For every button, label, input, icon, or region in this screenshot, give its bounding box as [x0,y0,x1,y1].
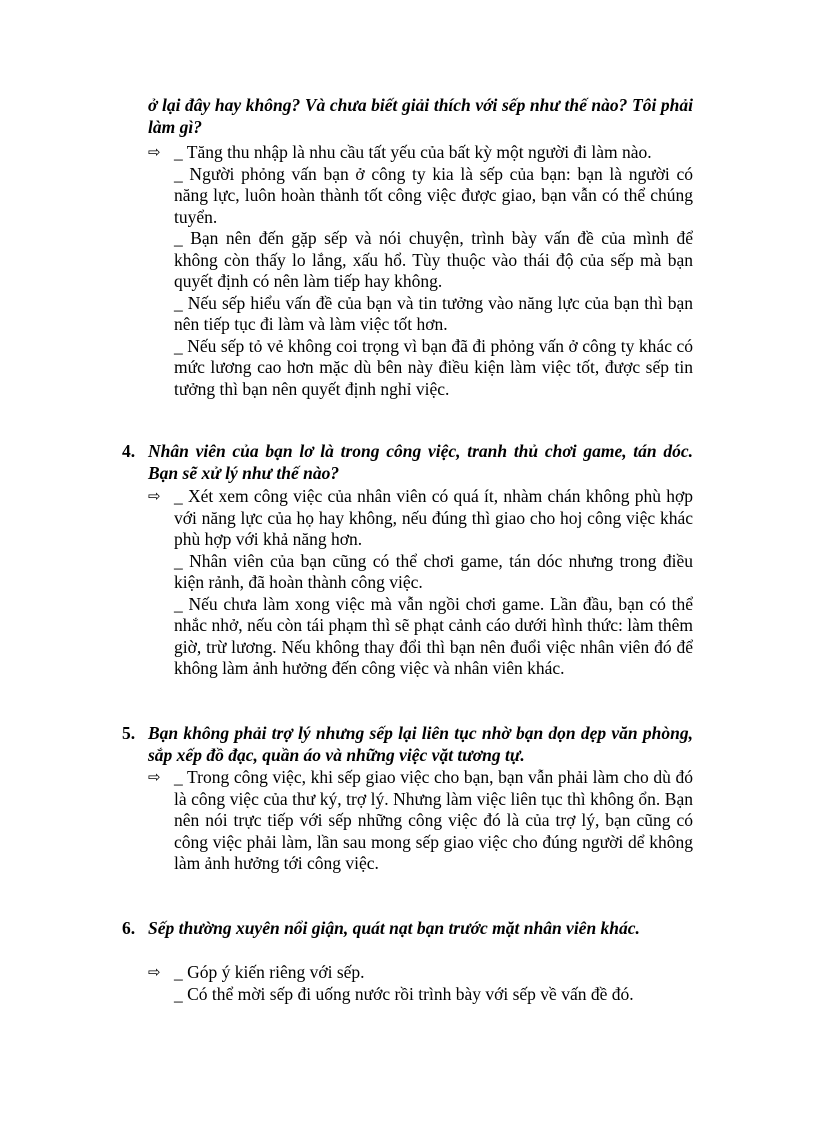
answer-3-line-5: _ Nếu sếp tỏ vẻ không coi trọng vì bạn đã đi phỏng vấn ở công ty khác có mức lương cao hơn mặc dù bên này điều kiện làm việc tốt, được sếp tin tưởng thì bạn nên quyết định nghỉ việc. [174,335,693,399]
answer-3-line-3: _ Bạn nên đến gặp sếp và nói chuyện, trình bày vấn đề của mình để không còn thấy lo lắng, xấu hổ. Tùy thuộc vào thái độ của sếp mà bạn quyết định có nên làm tiếp hay không. [174,228,693,291]
arrow-right-icon: ⇨ [148,768,161,786]
arrow-right-icon: ⇨ [148,143,161,161]
answer-4-line-2: _ Nhân viên của bạn cũng có thể chơi game, tán dóc nhưng trong điều kiện rảnh, đã hoàn thành công việc. [174,550,693,592]
answer-3-line-4: _ Nếu sếp hiểu vấn đề của bạn và tin tưởng vào năng lực của bạn thì bạn nên tiếp tục đi làm và làm việc tốt hơn. [174,292,693,334]
question-4-number: 4. [122,441,136,461]
answer-4-line-3: _ Nếu chưa làm xong việc mà vẫn ngồi chơi game. Lần đầu, bạn có thể nhắc nhở, nếu còn tái phạm thì sẽ phạt cảnh cáo dưới hình thức: làm thêm giờ, trừ lương. Nếu không thay đổi thì bạn nên đuổi việc nhân viên đó để không làm ảnh hưởng đến công việc và nhân viên khác. [174,593,693,678]
question-3-text: ở lại đây hay không? Và chưa biết giải thích với sếp như thế nào? Tôi phải làm gì? [148,95,693,137]
arrow-right-icon: ⇨ [148,963,161,981]
answer-5-line-1: _ Trong công việc, khi sếp giao việc cho bạn, bạn vẫn phải làm cho dù đó là công việc của thư ký, trợ lý. Nhưng làm việc liên tục thì không ổn. Bạn nên nói trực tiếp với sếp những công việc đó là của trợ lý, bạn cũng có công việc phải làm, lần sau mong sếp giao việc cho đúng người dể không làm ảnh hưởng tới công việc. [174,767,693,873]
question-4-text: Nhân viên của bạn lơ là trong công việc, tranh thủ chơi game, tán dóc. Bạn sẽ xử lý như thế nào? [148,441,693,483]
answer-6-line-1: _ Góp ý kiến riêng với sếp. [174,962,365,982]
answer-6-line-2: _ Có thể mời sếp đi uống nước rồi trình bày với sếp về vấn đề đó. [174,983,634,1004]
answer-5-block [174,767,693,875]
question-5-number: 5. [122,723,136,743]
question-6-text: Sếp thường xuyên nổi giận, quát nạt bạn trước mặt nhân viên khác. [148,918,640,938]
arrow-right-icon: ⇨ [148,487,161,505]
answer-3-line-2: _ Người phỏng vấn bạn ở công ty kia là sếp của bạn: bạn là người có năng lực, luôn hoàn thành tốt công việc được giao, bạn vẫn có thể chúng tuyển. [174,163,693,227]
answer-4-block [174,486,693,680]
answer-4-line-1: _ Xét xem công việc của nhân viên có quá ít, nhàm chán không phù hợp với năng lực của họ hay không, nếu đúng thì giao cho hoj công việc khác phù hợp với khả năng hơn. [174,486,693,549]
answer-3-block [174,142,693,400]
question-6-number: 6. [122,918,136,938]
question-5-text: Bạn không phải trợ lý nhưng sếp lại liên tục nhờ bạn dọn dẹp văn phòng, sắp xếp đồ đạc, quần áo và những việc vặt tương tự. [148,723,693,765]
answer-3-line-1: _ Tăng thu nhập là nhu cầu tất yếu của bất kỳ một người đi làm nào. [174,142,652,162]
answer-6-block [174,962,693,1005]
